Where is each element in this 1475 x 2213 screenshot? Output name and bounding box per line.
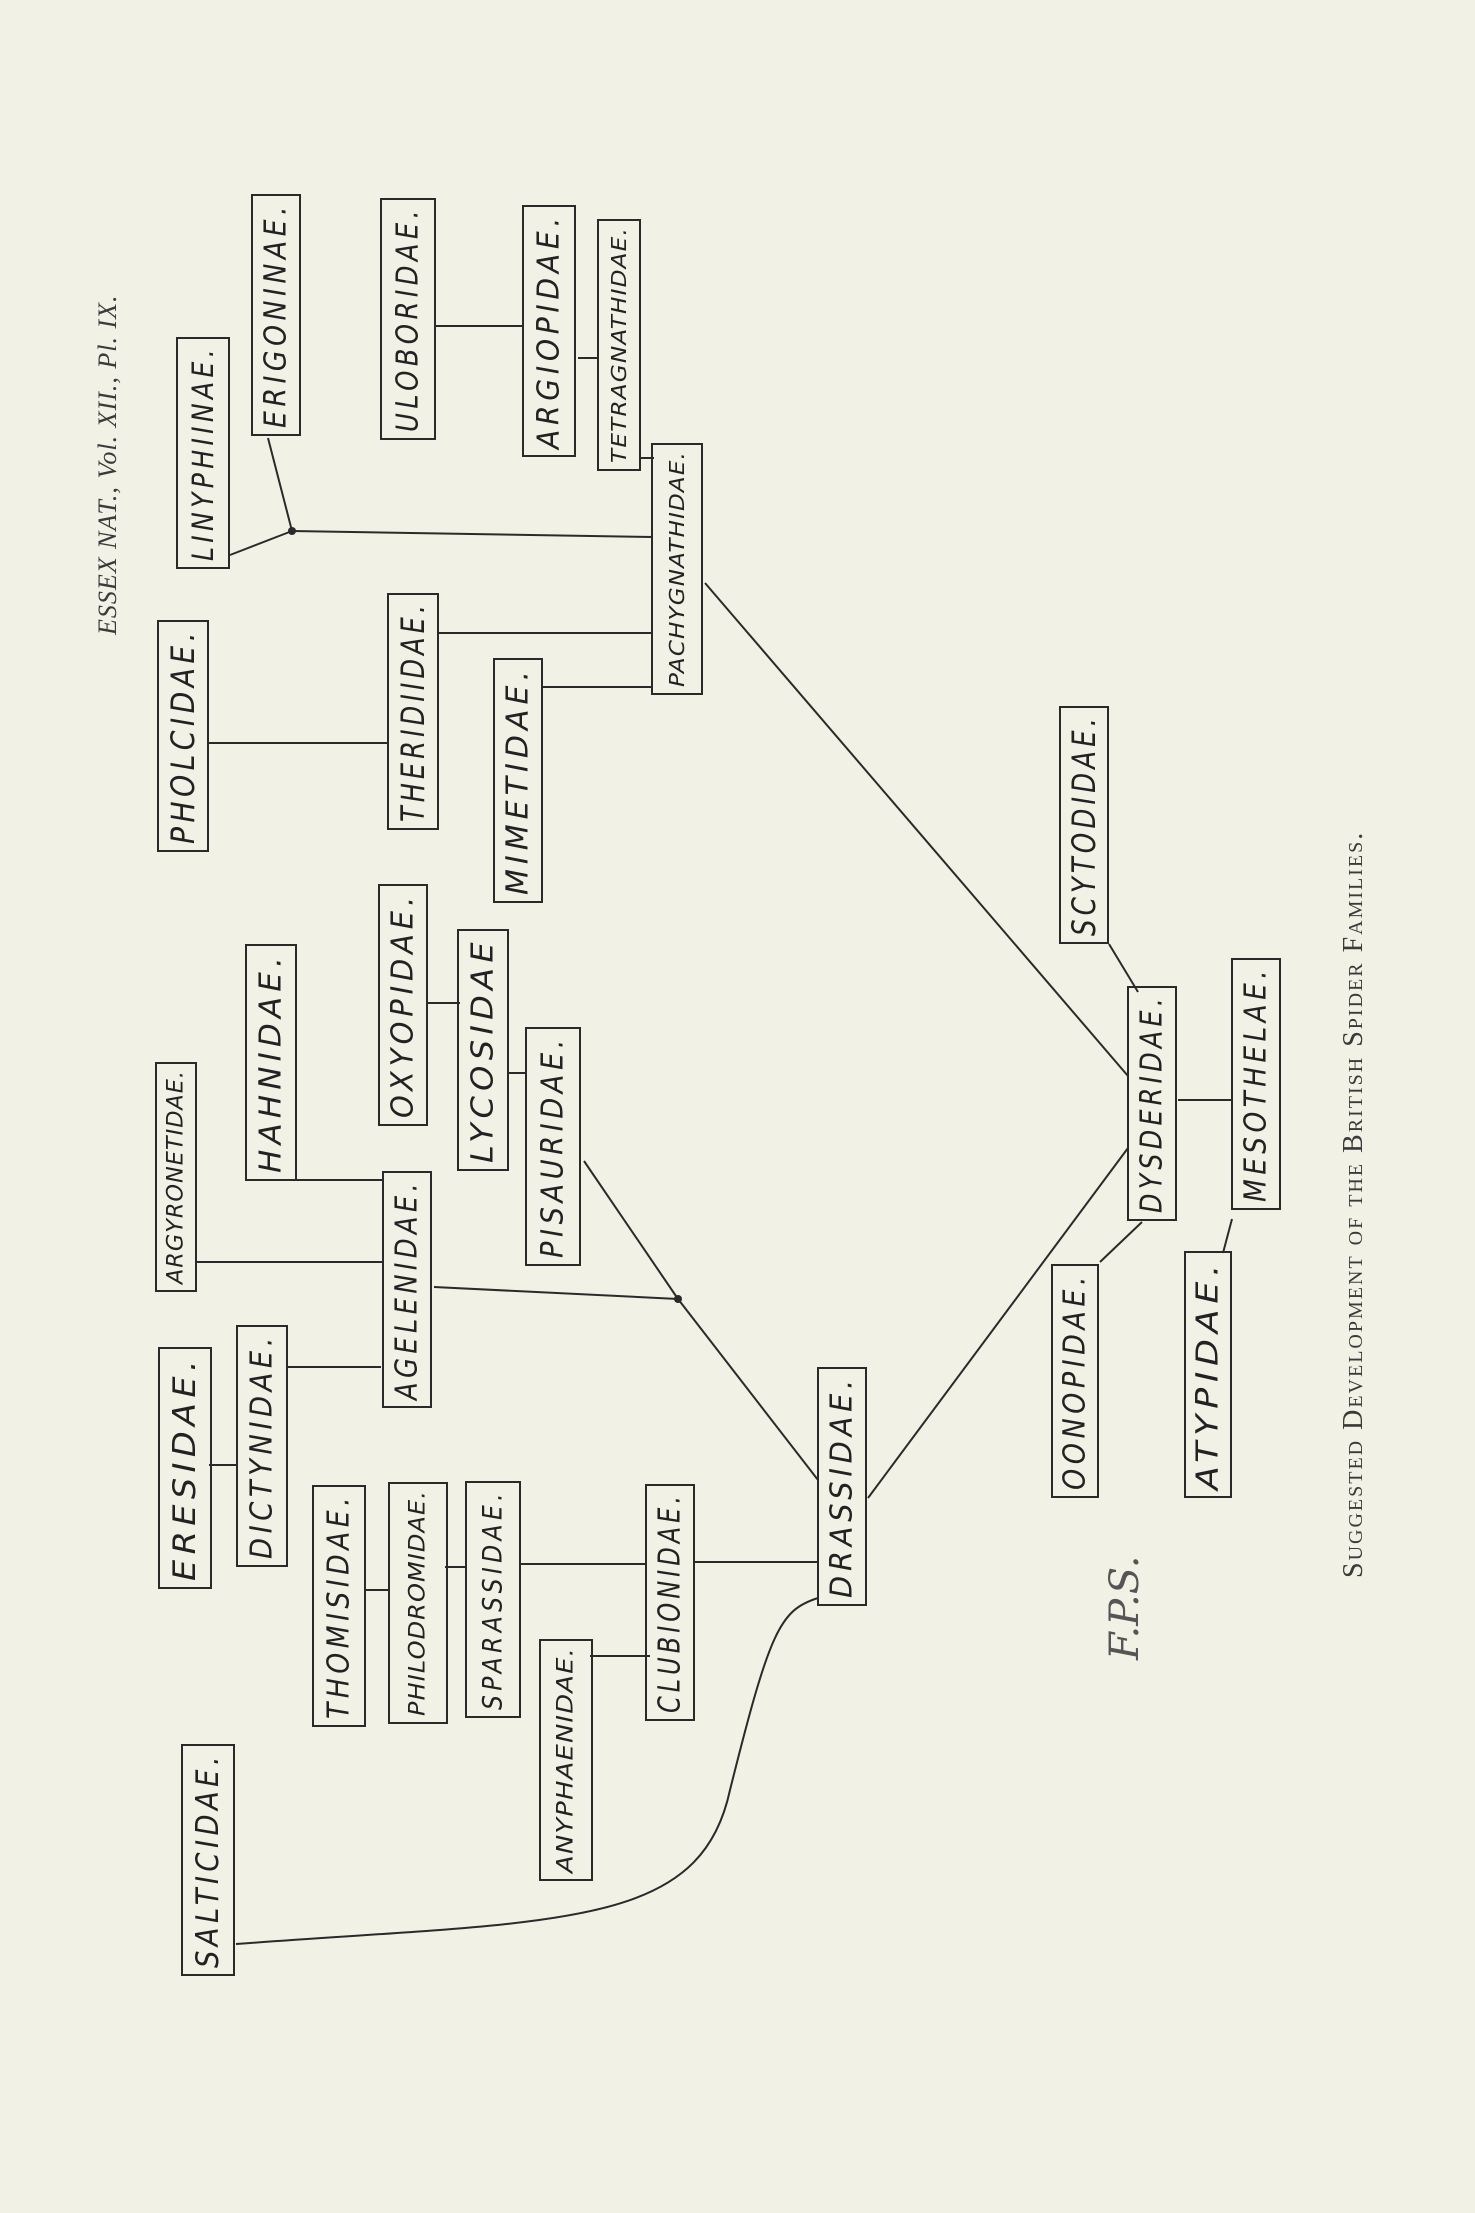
edge-erigon-junction: [268, 438, 292, 531]
family-node-thomis: [313, 1464, 365, 1726]
edge-scytod-dysder: [1109, 944, 1138, 992]
family-node-mesoth: [1232, 933, 1280, 1209]
junction-node-linyphiid: [288, 527, 296, 535]
family-node-label: PACHYGNATHIDAE.: [665, 482, 689, 687]
family-node-argiop: [523, 197, 575, 456]
plate-caption: Suggested Development of the British Spider Families.: [1338, 830, 1369, 1578]
family-node-label: THERIDIIDAE.: [394, 546, 432, 822]
family-node-label: ANYPHAENIDAE.: [553, 1680, 579, 1873]
family-node-oonop: [1052, 1247, 1098, 1497]
family-node-label: TETRAGNATHIDAE.: [607, 259, 631, 463]
edge-pisaur-junction: [584, 1161, 678, 1299]
family-node-tetrag: [598, 220, 640, 470]
family-node-ulobor: [381, 169, 435, 439]
family-node-argyron: [156, 1063, 196, 1291]
family-node-label: HAHNIDAE.: [253, 958, 289, 1173]
family-node-label: DYSDERIDAE.: [1134, 953, 1170, 1213]
family-node-label: PISAURIDAE.: [535, 1012, 571, 1258]
family-node-therid: [388, 546, 438, 829]
junction-node-agelenid: [674, 1295, 682, 1303]
family-node-clubion: [646, 1436, 694, 1720]
family-node-dictyn: [237, 1311, 287, 1566]
family-node-liny: [177, 311, 229, 568]
family-node-label: PHILODROMIDAE.: [405, 1508, 431, 1716]
family-node-label: AGELENIDAE.: [389, 1143, 425, 1400]
family-node-label: LYCOSIDAE: [465, 951, 501, 1163]
family-node-atypid: [1185, 1252, 1231, 1497]
edge-junction-drassid: [678, 1299, 818, 1480]
family-node-anyph: [540, 1640, 592, 1880]
family-node-label: OXYOPIDAE.: [385, 884, 421, 1118]
family-node-eresid: [159, 1348, 211, 1588]
family-node-lycos: [458, 930, 508, 1170]
family-node-label: ERESIDAE.: [167, 1371, 203, 1581]
plate-header: ESSEX NAT., Vol. XII., Pl. IX.: [93, 294, 122, 635]
family-node-scytod: [1060, 663, 1108, 943]
family-node-label: ARGYRONETIDAE.: [163, 1073, 189, 1284]
family-node-hahnid: [246, 945, 296, 1180]
family-node-label: ARGIOPIDAE.: [531, 197, 567, 449]
family-node-label: SPARASSIDAE.: [477, 1456, 509, 1710]
family-node-agelen: [383, 1143, 431, 1407]
family-node-erigon: [252, 174, 300, 435]
family-node-saltic: [182, 1723, 234, 1975]
family-node-dysder: [1128, 953, 1176, 1220]
family-node-label: SCYTODIDAE.: [1065, 663, 1103, 936]
family-node-sparass: [466, 1456, 520, 1717]
family-node-label: LINYPHIINAE.: [186, 311, 220, 561]
family-node-pisaur: [526, 1012, 580, 1265]
family-node-label: THOMISIDAE.: [321, 1464, 357, 1719]
family-node-label: ERIGONINAE.: [258, 174, 294, 428]
family-node-label: ATYPIDAE.: [1190, 1290, 1226, 1490]
edge-oonop-dysder: [1100, 1222, 1142, 1262]
family-node-label: MESOTHELAE.: [1238, 933, 1274, 1202]
family-nodes: [156, 169, 1280, 1975]
edge-agelen-junction: [434, 1287, 678, 1299]
edge-liny-junction: [230, 531, 292, 555]
family-node-drassid: [818, 1365, 866, 1605]
family-node-label: CLUBIONIDAE.: [652, 1436, 688, 1713]
family-node-label: MIMETIDAE.: [500, 666, 536, 895]
family-node-label: SALTICIDAE.: [190, 1723, 226, 1968]
family-node-philod: [389, 1483, 447, 1723]
family-node-label: DICTYNIDAE.: [244, 1311, 280, 1559]
family-node-label: PHOLCIDAE.: [164, 598, 202, 844]
signature-monogram: F.P.S.: [1102, 1555, 1148, 1660]
family-node-pholc: [158, 598, 208, 851]
family-node-label: ULOBORIDAE.: [390, 169, 426, 432]
family-node-label: DRASSIDAE.: [824, 1365, 860, 1598]
edge-junction-pachyg: [292, 531, 653, 537]
family-node-mimet: [494, 659, 542, 902]
family-node-label: OONOPIDAE.: [1057, 1247, 1093, 1490]
family-node-pachyg: [652, 444, 702, 694]
family-node-oxyop: [379, 885, 427, 1125]
edge-mesoth-atypid: [1223, 1219, 1232, 1253]
